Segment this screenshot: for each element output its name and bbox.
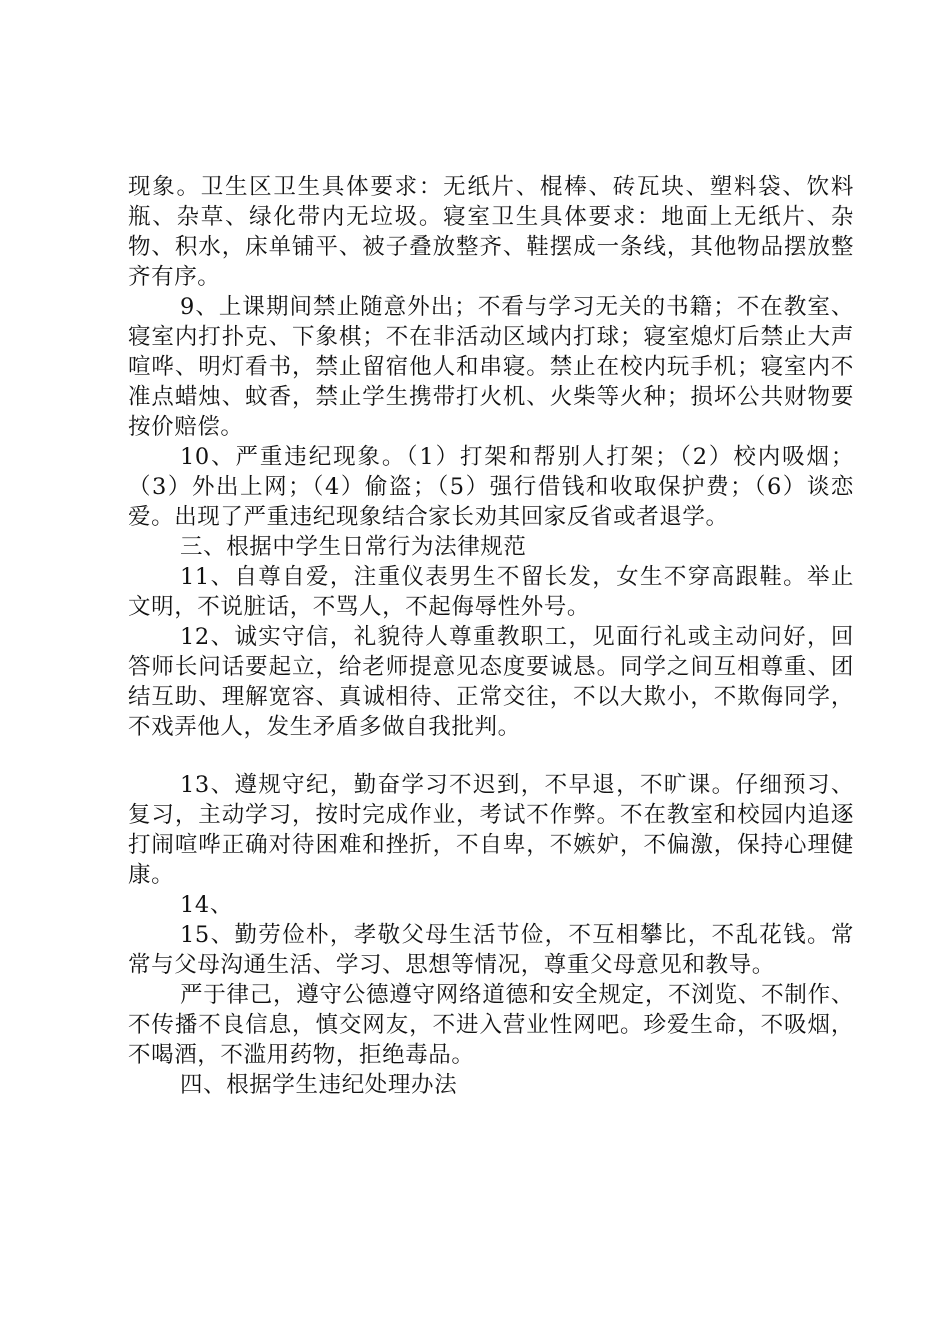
document-body <box>128 172 854 1100</box>
section-heading: 四、根据学生违纪处理办法 <box>180 1072 458 1098</box>
paragraph: 现象。卫生区卫生具体要求：无纸片、棍棒、砖瓦块、塑料袋、饮料瓶、杂草、绿化带内无垃圾。寝室卫生具体要求：地面上无纸片、杂物、积水，床单铺平、被子叠放整齐、鞋摆成一条线，其他物品摆放整齐有序。 <box>128 174 854 290</box>
paragraph: 12、诚实守信，礼貌待人尊重教职工，见面行礼或主动问好，回答师长问话要起立，给老师提意见态度要诚恳。同学之间互相尊重、团结互助、理解宽容、真诚相待、正常交往，不以大欺小，不欺侮同学，不戏弄他人，发生矛盾多做自我批判。 <box>128 624 854 740</box>
paragraph: 15、勤劳俭朴，孝敬父母生活节俭，不互相攀比，不乱花钱。常常与父母沟通生活、学习、思想等情况，尊重父母意见和教导。 <box>128 922 854 978</box>
paragraph: 14、 <box>180 892 233 918</box>
paragraph: 10、严重违纪现象。（1）打架和帮别人打架；（2）校内吸烟；（3）外出上网；（4）偷盗；（5）强行借钱和收取保护费；（6）谈恋爱。出现了严重违纪现象结合家长劝其回家反省或者退学。 <box>128 444 854 530</box>
paragraph: 13、遵规守纪，勤奋学习不迟到，不早退，不旷课。仔细预习、复习，主动学习，按时完成作业，考试不作弊。不在教室和校园内追逐打闹喧哗正确对待困难和挫折，不自卑，不嫉妒，不偏激，保持心理健康。 <box>128 772 854 888</box>
paragraph: 11、自尊自爱，注重仪表男生不留长发，女生不穿高跟鞋。举止文明，不说脏话，不骂人，不起侮辱性外号。 <box>128 564 854 620</box>
paragraph: 9、上课期间禁止随意外出；不看与学习无关的书籍；不在教室、寝室内打扑克、下象棋；不在非活动区域内打球；寝室熄灯后禁止大声喧哗、明灯看书，禁止留宿他人和串寝。禁止在校内玩手机；寝室内不准点蜡烛、蚊香，禁止学生携带打火机、火柴等火种；损坏公共财物要按价赔偿。 <box>128 294 854 440</box>
paragraph: 严于律己，遵守公德遵守网络道德和安全规定，不浏览、不制作、不传播不良信息，慎交网友，不进入营业性网吧。珍爱生命，不吸烟，不喝酒，不滥用药物，拒绝毒品。 <box>128 982 854 1068</box>
section-heading: 三、根据中学生日常行为法律规范 <box>180 534 527 560</box>
